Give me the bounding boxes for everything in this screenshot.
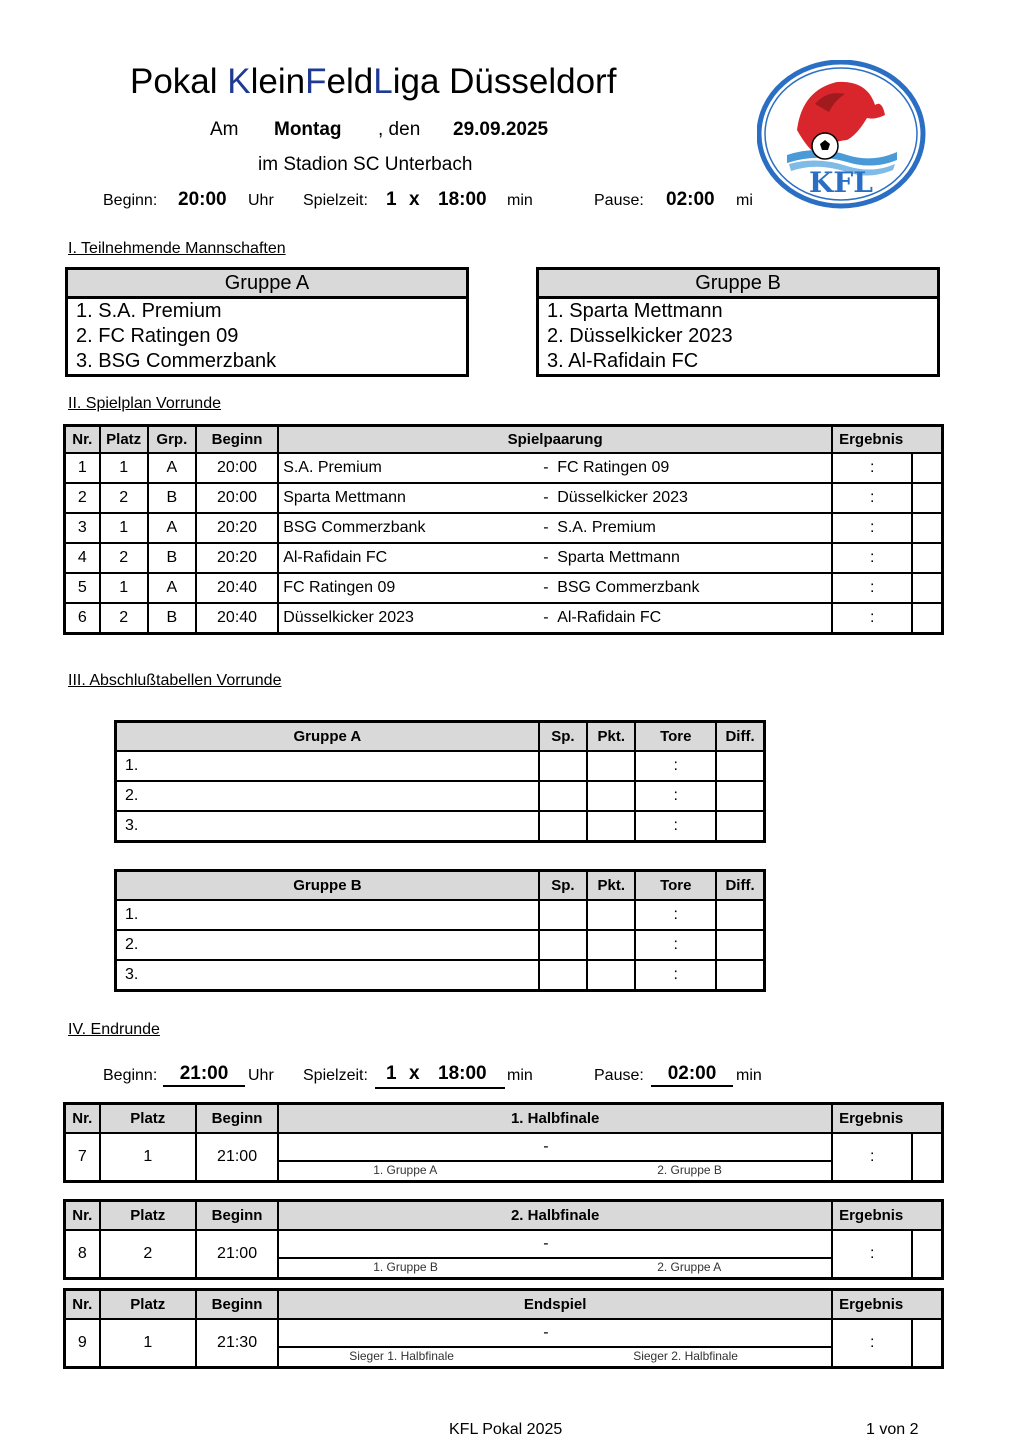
table-row	[65, 603, 943, 634]
min-label: min	[507, 192, 533, 209]
result-extra[interactable]	[912, 603, 942, 634]
col-platz: Platz	[100, 1290, 196, 1320]
result-extra[interactable]	[912, 543, 942, 573]
result-extra[interactable]	[912, 1133, 942, 1181]
final-spielzeit-value: 18:00	[438, 1063, 487, 1084]
col-nr: Nr.	[65, 1290, 100, 1320]
cell-nr: 5	[65, 573, 100, 603]
table-header-row	[116, 722, 765, 752]
col-nr: Nr.	[65, 1104, 100, 1134]
table-header-row	[65, 1201, 943, 1231]
home-team: Sparta Mettmann	[283, 489, 406, 506]
group-a-team: 2. FC Ratingen 09	[76, 325, 239, 347]
table-row	[65, 1230, 943, 1278]
cell-platz: 1	[100, 453, 148, 483]
cell-beginn: 21:00	[196, 1230, 278, 1278]
col-beginn: Beginn	[196, 1201, 278, 1231]
pause-value: 02:00	[666, 189, 715, 210]
group-a-team: 3. BSG Commerzbank	[76, 350, 277, 372]
col-beginn: Beginn	[196, 1290, 278, 1320]
date-value: 29.09.2025	[453, 119, 549, 140]
tore-cell[interactable]: :	[635, 900, 716, 930]
pairing-line	[279, 1346, 831, 1348]
col-grp: Grp.	[148, 426, 196, 454]
away-team: Al-Rafidain FC	[557, 609, 662, 626]
final-beginn-value[interactable]: 21:00	[163, 1063, 245, 1087]
cell-beginn: 20:20	[196, 513, 278, 543]
pkt-cell[interactable]	[587, 960, 635, 991]
group-b-header: Gruppe B	[539, 270, 937, 299]
pairing-dash: -	[543, 579, 549, 596]
table-row	[65, 513, 943, 543]
kfl-logo	[757, 60, 927, 210]
cell-beginn: 20:40	[196, 603, 278, 634]
diff-cell[interactable]	[716, 811, 764, 842]
group-a-team: 1. S.A. Premium	[76, 300, 222, 322]
table-row	[116, 781, 765, 811]
result-input[interactable]: :	[832, 603, 912, 634]
diff-cell[interactable]	[716, 960, 764, 991]
result-input[interactable]: :	[832, 1133, 912, 1181]
slot-right: Sieger 2. Halbfinale	[633, 1349, 738, 1363]
match-title: Endspiel	[278, 1290, 832, 1320]
home-team: BSG Commerzbank	[283, 519, 426, 536]
section-teams-title: I. Teilnehmende Mannschaften	[68, 240, 286, 257]
cell-beginn: 20:40	[196, 573, 278, 603]
pkt-cell[interactable]	[587, 751, 635, 781]
result-extra[interactable]	[912, 1319, 942, 1367]
cell-platz: 2	[100, 543, 148, 573]
col-ergebnis: Ergebnis	[832, 1104, 942, 1134]
cell-grp: A	[148, 573, 196, 603]
col-beginn: Beginn	[196, 1104, 278, 1134]
pairing-dash: -	[543, 459, 549, 476]
place[interactable]: 1.	[116, 900, 539, 930]
place[interactable]: 3.	[116, 811, 539, 842]
day-value: Montag	[274, 119, 342, 140]
slot-left: 1. Gruppe A	[373, 1163, 438, 1177]
match-halbfinale-2	[63, 1199, 944, 1280]
standings-group-a	[114, 720, 766, 843]
col-nr: Nr.	[65, 1201, 100, 1231]
slot-right: 2. Gruppe A	[657, 1260, 722, 1274]
result-extra[interactable]	[912, 573, 942, 603]
cell-nr: 9	[65, 1319, 100, 1367]
cell-pairing	[278, 483, 832, 513]
sp-cell[interactable]	[539, 781, 587, 811]
cell-pairing	[278, 573, 832, 603]
final-pause-label: Pause:	[594, 1067, 644, 1084]
pairing-dash: -	[543, 519, 549, 536]
group-b-team: 2. Düsselkicker 2023	[547, 325, 733, 347]
tore-cell[interactable]: :	[635, 811, 716, 842]
group-a-header: Gruppe A	[68, 270, 466, 299]
col-ergebnis: Ergebnis	[832, 426, 942, 454]
result-input[interactable]: :	[832, 453, 912, 483]
cell-grp: B	[148, 603, 196, 634]
cell-platz: 2	[100, 603, 148, 634]
match-halbfinale-1	[63, 1102, 944, 1183]
sp-cell[interactable]	[539, 751, 587, 781]
diff-cell[interactable]	[716, 751, 764, 781]
table-row	[65, 483, 943, 513]
pkt-cell[interactable]	[587, 900, 635, 930]
cell-grp: B	[148, 483, 196, 513]
cell-beginn: 21:30	[196, 1319, 278, 1367]
cell-nr: 7	[65, 1133, 100, 1181]
col-tore: Tore	[635, 871, 716, 901]
col-spielpaarung: Spielpaarung	[278, 426, 832, 454]
cell-beginn: 21:00	[196, 1133, 278, 1181]
table-header-row	[65, 426, 943, 454]
cell-nr: 2	[65, 483, 100, 513]
spielzeit-value: 18:00	[438, 189, 487, 210]
final-spielzeit-label: Spielzeit:	[303, 1067, 368, 1084]
tore-cell[interactable]: :	[635, 751, 716, 781]
table-row	[65, 543, 943, 573]
spielzeit-count: 1	[386, 189, 397, 210]
final-uhr-label: Uhr	[248, 1067, 274, 1084]
place[interactable]: 2.	[116, 930, 539, 960]
table-header-row	[116, 871, 765, 901]
result-input[interactable]: :	[832, 1230, 912, 1278]
pairing-dash: -	[543, 1235, 549, 1252]
cell-pairing	[278, 603, 832, 634]
uhr-label: Uhr	[248, 192, 274, 209]
match-pairing[interactable]	[278, 1133, 832, 1181]
diff-cell[interactable]	[716, 930, 764, 960]
place[interactable]: 3.	[116, 960, 539, 991]
svg-text:KFL: KFL	[809, 166, 873, 199]
pairing-dash: -	[543, 609, 549, 626]
table-header-row	[65, 1104, 943, 1134]
col-platz: Platz	[100, 426, 148, 454]
col-pkt: Pkt.	[587, 871, 635, 901]
tore-cell[interactable]: :	[635, 930, 716, 960]
result-input[interactable]: :	[832, 1319, 912, 1367]
spielzeit-x: x	[409, 189, 420, 210]
sp-cell[interactable]	[539, 900, 587, 930]
cell-beginn: 20:00	[196, 483, 278, 513]
table-header-row	[65, 1290, 943, 1320]
col-platz: Platz	[100, 1201, 196, 1231]
away-team: S.A. Premium	[557, 519, 656, 536]
cell-pairing	[278, 513, 832, 543]
cell-platz: 2	[100, 483, 148, 513]
col-platz: Platz	[100, 1104, 196, 1134]
away-team: BSG Commerzbank	[557, 579, 700, 596]
table-row	[65, 1133, 943, 1181]
col-tore: Tore	[635, 722, 716, 752]
home-team: FC Ratingen 09	[283, 579, 396, 596]
home-team: Al-Rafidain FC	[283, 549, 388, 566]
standings-group-b	[114, 869, 766, 992]
section-tables-title: III. Abschlußtabellen Vorrunde	[68, 672, 282, 689]
cell-grp: A	[148, 453, 196, 483]
result-extra[interactable]	[912, 483, 942, 513]
standings-group-name: Gruppe B	[116, 871, 539, 901]
pkt-cell[interactable]	[587, 811, 635, 842]
page-number: 1 von 2	[866, 1421, 919, 1438]
group-b-team: 3. Al-Rafidain FC	[547, 350, 699, 372]
section-final-title: IV. Endrunde	[68, 1021, 160, 1038]
den-label: , den	[378, 119, 421, 140]
sp-cell[interactable]	[539, 811, 587, 842]
match-title: 2. Halbfinale	[278, 1201, 832, 1231]
group-b-team: 1. Sparta Mettmann	[547, 300, 723, 322]
table-row	[116, 930, 765, 960]
pairing-dash: -	[543, 1324, 549, 1341]
col-pkt: Pkt.	[587, 722, 635, 752]
pkt-cell[interactable]	[587, 930, 635, 960]
table-row	[65, 453, 943, 483]
cell-beginn: 20:00	[196, 453, 278, 483]
pause-label: Pause:	[594, 192, 644, 209]
match-pairing[interactable]	[278, 1230, 832, 1278]
slot-left: 1. Gruppe B	[373, 1260, 438, 1274]
spielplan-table	[63, 424, 944, 635]
cell-nr: 8	[65, 1230, 100, 1278]
table-row	[65, 1319, 943, 1367]
table-row	[116, 900, 765, 930]
away-team: Sparta Mettmann	[557, 549, 680, 566]
result-extra[interactable]	[912, 453, 942, 483]
cell-platz: 1	[100, 573, 148, 603]
group-a-box	[65, 267, 469, 377]
final-spielzeit-count: 1	[386, 1063, 397, 1084]
col-sp: Sp.	[539, 871, 587, 901]
pairing-dash: -	[543, 1138, 549, 1155]
cell-nr: 3	[65, 513, 100, 543]
cell-platz: 1	[100, 1133, 196, 1181]
away-team: FC Ratingen 09	[557, 459, 670, 476]
match-pairing[interactable]	[278, 1319, 832, 1367]
home-team: S.A. Premium	[283, 459, 382, 476]
result-extra[interactable]	[912, 1230, 942, 1278]
beginn-value: 20:00	[178, 189, 227, 210]
cell-pairing	[278, 543, 832, 573]
pairing-line	[279, 1160, 831, 1162]
col-diff: Diff.	[716, 871, 764, 901]
cell-platz: 1	[100, 513, 148, 543]
diff-cell[interactable]	[716, 781, 764, 811]
result-extra[interactable]	[912, 513, 942, 543]
match-title: 1. Halbfinale	[278, 1104, 832, 1134]
final-pause-unit: min	[736, 1067, 762, 1084]
cell-nr: 4	[65, 543, 100, 573]
cell-pairing	[278, 453, 832, 483]
final-pause-value[interactable]: 02:00	[651, 1063, 733, 1087]
cell-platz: 2	[100, 1230, 196, 1278]
col-nr: Nr.	[65, 426, 100, 454]
place[interactable]: 2.	[116, 781, 539, 811]
cell-grp: B	[148, 543, 196, 573]
col-diff: Diff.	[716, 722, 764, 752]
tore-cell[interactable]: :	[635, 781, 716, 811]
slot-right: 2. Gruppe B	[657, 1163, 722, 1177]
cell-nr: 6	[65, 603, 100, 634]
spielzeit-label: Spielzeit:	[303, 192, 368, 209]
pause-unit: mi	[736, 192, 753, 209]
sp-cell[interactable]	[539, 960, 587, 991]
col-beginn: Beginn	[196, 426, 278, 454]
cell-nr: 1	[65, 453, 100, 483]
col-ergebnis: Ergebnis	[832, 1201, 942, 1231]
final-beginn-label: Beginn:	[103, 1067, 158, 1084]
cell-beginn: 20:20	[196, 543, 278, 573]
table-row	[116, 811, 765, 842]
sp-cell[interactable]	[539, 930, 587, 960]
slot-left: Sieger 1. Halbfinale	[349, 1349, 454, 1363]
col-ergebnis: Ergebnis	[832, 1290, 942, 1320]
pairing-dash: -	[543, 489, 549, 506]
diff-cell[interactable]	[716, 900, 764, 930]
pairing-line	[279, 1257, 831, 1259]
footer-title: KFL Pokal 2025	[449, 1421, 563, 1438]
result-input[interactable]: :	[832, 543, 912, 573]
section-plan-title: II. Spielplan Vorrunde	[68, 395, 221, 412]
final-min-label: min	[507, 1067, 533, 1084]
pairing-dash: -	[543, 549, 549, 566]
final-spielzeit-x: x	[409, 1063, 420, 1084]
result-input[interactable]: :	[832, 513, 912, 543]
group-b-box	[536, 267, 940, 377]
result-input[interactable]: :	[832, 483, 912, 513]
cell-platz: 1	[100, 1319, 196, 1367]
away-team: Düsselkicker 2023	[557, 489, 688, 506]
match-endspiel	[63, 1288, 944, 1369]
standings-group-name: Gruppe A	[116, 722, 539, 752]
cell-grp: A	[148, 513, 196, 543]
table-row	[116, 960, 765, 991]
am-label: Am	[210, 119, 239, 140]
pkt-cell[interactable]	[587, 781, 635, 811]
tore-cell[interactable]: :	[635, 960, 716, 991]
table-row	[65, 573, 943, 603]
page-title: Pokal KleinFeldLiga Düsseldorf	[130, 62, 617, 101]
place[interactable]: 1.	[116, 751, 539, 781]
col-sp: Sp.	[539, 722, 587, 752]
result-input[interactable]: :	[832, 573, 912, 603]
home-team: Düsselkicker 2023	[283, 609, 414, 626]
beginn-label: Beginn:	[103, 192, 158, 209]
venue: im Stadion SC Unterbach	[258, 154, 473, 175]
table-row	[116, 751, 765, 781]
